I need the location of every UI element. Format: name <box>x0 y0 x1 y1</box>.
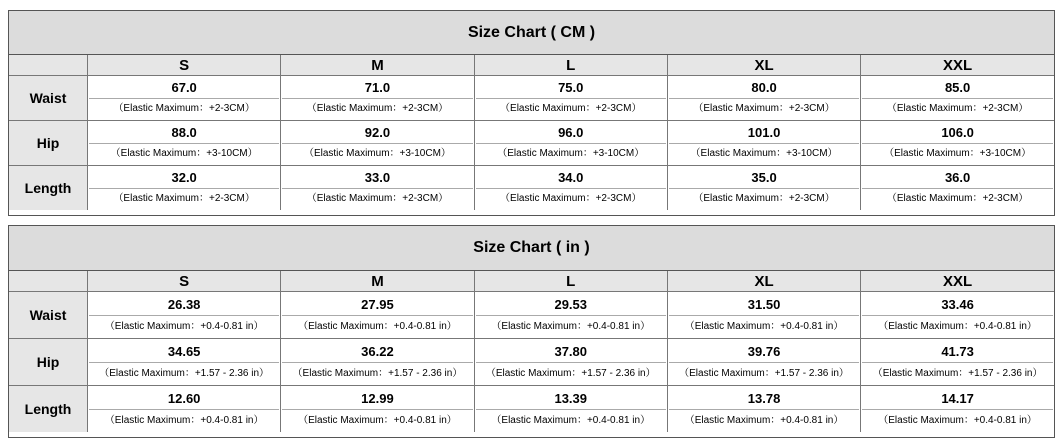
table-cell <box>474 121 667 166</box>
elastic-note: （Elastic Maximum：+1.57 - 2.36 in） <box>292 368 463 379</box>
measurement-value: 31.50 <box>669 292 859 316</box>
header-corner <box>9 271 88 292</box>
measurement-value: 75.0 <box>476 76 666 99</box>
table-cell <box>474 166 667 211</box>
elastic-note: （Elastic Maximum：+0.4-0.81 in） <box>104 321 264 332</box>
elastic-note: （Elastic Maximum：+3-10CM） <box>110 148 258 159</box>
table-cell <box>667 386 860 433</box>
size-header-m: M <box>281 55 474 76</box>
measurement-value: 85.0 <box>862 76 1053 99</box>
size-header-s: S <box>88 271 281 292</box>
measurement-value: 13.78 <box>669 386 859 410</box>
table-cell <box>667 339 860 386</box>
elastic-note: （Elastic Maximum：+0.4-0.81 in） <box>491 321 651 332</box>
elastic-note: （Elastic Maximum：+2-3CM） <box>113 103 255 114</box>
measurement-value: 88.0 <box>89 121 279 144</box>
row-label-waist: Waist <box>9 76 88 121</box>
size-header-xl: XL <box>667 55 860 76</box>
measurement-value: 27.95 <box>282 292 472 316</box>
measurement-value: 92.0 <box>282 121 472 144</box>
elastic-note: （Elastic Maximum：+2-3CM） <box>500 103 642 114</box>
table-cell <box>281 386 474 433</box>
row-label-length: Length <box>9 166 88 211</box>
measurement-value: 34.65 <box>89 339 279 363</box>
measurement-value: 12.60 <box>89 386 279 410</box>
table-row-hip <box>9 121 1054 166</box>
table-cell <box>474 386 667 433</box>
measurement-value: 34.0 <box>476 166 666 189</box>
table-row-waist <box>9 292 1054 339</box>
elastic-note: （Elastic Maximum：+3-10CM） <box>303 148 451 159</box>
table-cell <box>281 166 474 211</box>
table-cell <box>88 339 281 386</box>
size-header-l: L <box>474 55 667 76</box>
elastic-note: （Elastic Maximum：+3-10CM） <box>497 148 645 159</box>
size-header-xl: XL <box>667 271 860 292</box>
table-row-hip <box>9 339 1054 386</box>
table-cell <box>667 166 860 211</box>
elastic-note: （Elastic Maximum：+0.4-0.81 in） <box>684 321 844 332</box>
measurement-value: 80.0 <box>669 76 859 99</box>
elastic-note: （Elastic Maximum：+1.57 - 2.36 in） <box>872 368 1043 379</box>
elastic-note: （Elastic Maximum：+0.4-0.81 in） <box>491 415 651 426</box>
table-cell <box>281 76 474 121</box>
measurement-value: 29.53 <box>476 292 666 316</box>
table-cell <box>667 121 860 166</box>
measurement-value: 67.0 <box>89 76 279 99</box>
size-header-row <box>9 271 1054 292</box>
row-label-length: Length <box>9 386 88 433</box>
table-cell <box>88 76 281 121</box>
table-cell <box>667 76 860 121</box>
table-cell <box>861 292 1054 339</box>
table-cell <box>88 386 281 433</box>
elastic-note: （Elastic Maximum：+3-10CM） <box>690 148 838 159</box>
table-cell <box>861 339 1054 386</box>
row-label-hip: Hip <box>9 339 88 386</box>
table-row-length <box>9 386 1054 433</box>
elastic-note: （Elastic Maximum：+1.57 - 2.36 in） <box>679 368 849 379</box>
measurement-value: 36.22 <box>282 339 472 363</box>
elastic-note: （Elastic Maximum：+2-3CM） <box>886 103 1029 114</box>
table-cell <box>474 292 667 339</box>
elastic-note: （Elastic Maximum：+0.4-0.81 in） <box>298 415 457 426</box>
table-cell <box>861 166 1054 211</box>
elastic-note: （Elastic Maximum：+2-3CM） <box>306 193 449 204</box>
elastic-note: （Elastic Maximum：+2-3CM） <box>693 193 835 204</box>
measurement-value: 33.0 <box>282 166 472 189</box>
table-cell <box>88 292 281 339</box>
size-header-l: L <box>474 271 667 292</box>
table-cell <box>281 339 474 386</box>
measurement-value: 33.46 <box>862 292 1053 316</box>
elastic-note: （Elastic Maximum：+1.57 - 2.36 in） <box>99 368 270 379</box>
measurement-value: 41.73 <box>862 339 1053 363</box>
table-cell <box>474 339 667 386</box>
size-chart-cm <box>8 10 1055 216</box>
table-cell <box>281 121 474 166</box>
measurement-value: 13.39 <box>476 386 666 410</box>
measurement-value: 37.80 <box>476 339 666 363</box>
size-table-in <box>9 271 1054 432</box>
elastic-note: （Elastic Maximum：+2-3CM） <box>886 193 1029 204</box>
table-cell <box>281 292 474 339</box>
size-header-s: S <box>88 55 281 76</box>
size-table-cm <box>9 55 1054 210</box>
measurement-value: 39.76 <box>669 339 859 363</box>
elastic-note: （Elastic Maximum：+0.4-0.81 in） <box>104 415 264 426</box>
measurement-value: 32.0 <box>89 166 279 189</box>
size-chart-in-title: Size Chart ( in ) <box>9 226 1054 271</box>
size-header-xxl: XXL <box>861 55 1054 76</box>
size-chart-cm-title: Size Chart ( CM ) <box>9 11 1054 55</box>
table-row-length <box>9 166 1054 211</box>
header-corner <box>9 55 88 76</box>
elastic-note: （Elastic Maximum：+2-3CM） <box>306 103 449 114</box>
measurement-value: 14.17 <box>862 386 1053 410</box>
table-cell <box>861 121 1054 166</box>
measurement-value: 26.38 <box>89 292 279 316</box>
size-header-xxl: XXL <box>861 271 1054 292</box>
row-label-hip: Hip <box>9 121 88 166</box>
elastic-note: （Elastic Maximum：+0.4-0.81 in） <box>684 415 844 426</box>
size-header-row <box>9 55 1054 76</box>
measurement-value: 96.0 <box>476 121 666 144</box>
row-label-waist: Waist <box>9 292 88 339</box>
elastic-note: （Elastic Maximum：+0.4-0.81 in） <box>298 321 457 332</box>
table-cell <box>667 292 860 339</box>
measurement-value: 36.0 <box>862 166 1053 189</box>
size-header-m: M <box>281 271 474 292</box>
elastic-note: （Elastic Maximum：+2-3CM） <box>113 193 255 204</box>
elastic-note: （Elastic Maximum：+1.57 - 2.36 in） <box>485 368 656 379</box>
measurement-value: 12.99 <box>282 386 472 410</box>
table-cell <box>88 121 281 166</box>
elastic-note: （Elastic Maximum：+2-3CM） <box>500 193 642 204</box>
measurement-value: 35.0 <box>669 166 859 189</box>
elastic-note: （Elastic Maximum：+0.4-0.81 in） <box>878 415 1037 426</box>
elastic-note: （Elastic Maximum：+2-3CM） <box>693 103 835 114</box>
elastic-note: （Elastic Maximum：+0.4-0.81 in） <box>878 321 1037 332</box>
measurement-value: 106.0 <box>862 121 1053 144</box>
measurement-value: 101.0 <box>669 121 859 144</box>
measurement-value: 71.0 <box>282 76 472 99</box>
table-cell <box>474 76 667 121</box>
elastic-note: （Elastic Maximum：+3-10CM） <box>884 148 1032 159</box>
table-cell <box>861 76 1054 121</box>
size-chart-in <box>8 225 1055 438</box>
table-cell <box>88 166 281 211</box>
table-row-waist <box>9 76 1054 121</box>
table-cell <box>861 386 1054 433</box>
